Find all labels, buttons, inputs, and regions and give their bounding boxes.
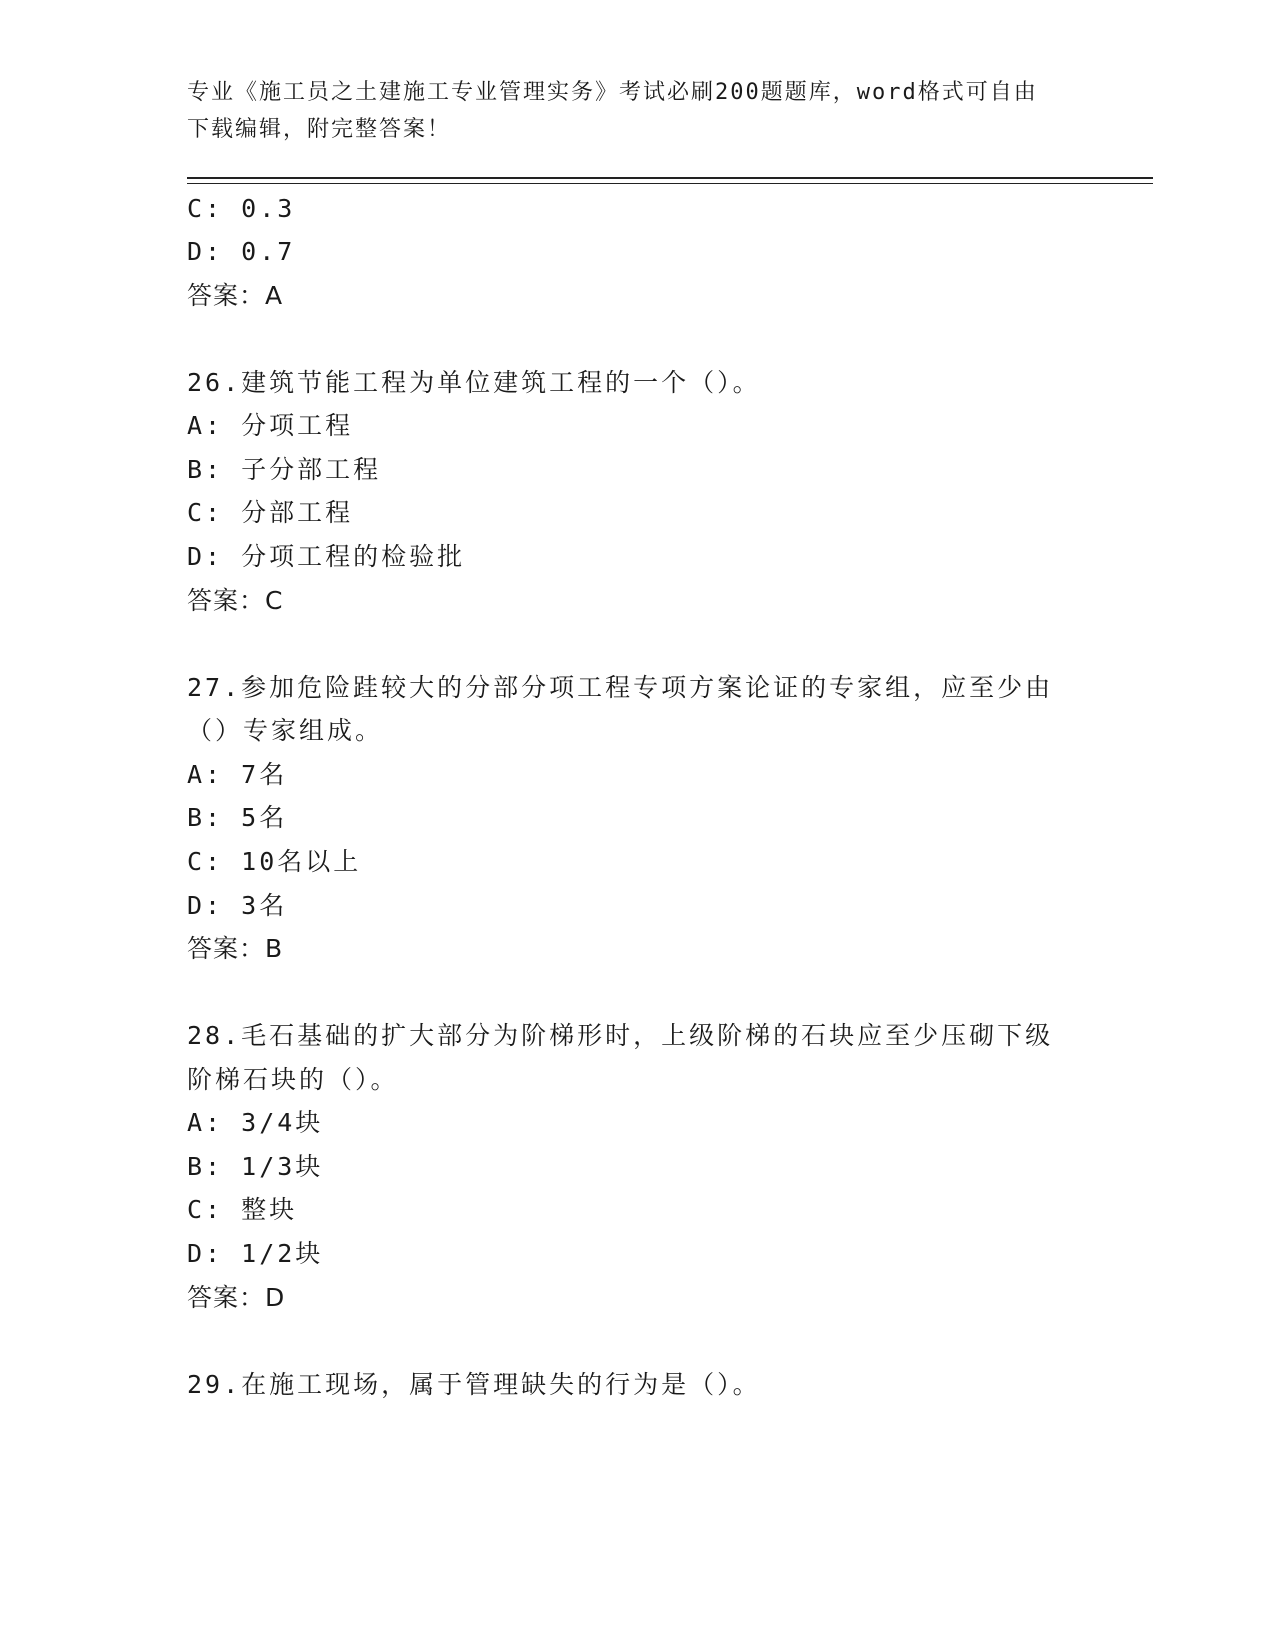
q27-answer: 答案：B [187, 934, 284, 963]
header-line-2: 下载编辑，附完整答案！ [187, 117, 452, 142]
q27-option-b: B: 5名 [187, 803, 288, 832]
q26-stem: 26.建筑节能工程为单位建筑工程的一个（）。 [187, 368, 761, 397]
header-divider-thin [187, 183, 1153, 184]
q28-option-d: D: 1/2块 [187, 1239, 324, 1268]
q28-answer: 答案：D [187, 1283, 286, 1312]
q28-stem-line-2: 阶梯石块的（）。 [187, 1065, 399, 1094]
q27-option-a: A: 7名 [187, 760, 288, 789]
q28-option-c: C: 整块 [187, 1195, 298, 1224]
header-divider-thick [187, 177, 1153, 179]
q26-answer: 答案：C [187, 586, 284, 615]
q26-option-c: C: 分部工程 [187, 498, 354, 527]
q29-stem: 29.在施工现场，属于管理缺失的行为是（）。 [187, 1370, 761, 1399]
q25-answer: 答案：A [187, 281, 284, 310]
q27-stem-line-2: （）专家组成。 [187, 716, 384, 745]
q27-option-c: C: 10名以上 [187, 847, 362, 876]
q27-stem-line-1: 27.参加危险跬较大的分部分项工程专项方案论证的专家组，应至少由 [187, 673, 1054, 702]
q26-option-a: A: 分项工程 [187, 411, 354, 440]
q28-option-b: B: 1/3块 [187, 1152, 324, 1181]
q25-option-c: C: 0.3 [187, 194, 296, 223]
q26-option-d: D: 分项工程的检验批 [187, 542, 466, 571]
header-line-1: 专业《施工员之土建施工专业管理实务》考试必刷200题题库，word格式可自由 [187, 80, 1038, 105]
q28-option-a: A: 3/4块 [187, 1108, 324, 1137]
document-header [187, 74, 1067, 148]
q28-stem-line-1: 28.毛石基础的扩大部分为阶梯形时，上级阶梯的石块应至少压砌下级 [187, 1021, 1054, 1050]
q25-option-d: D: 0.7 [187, 237, 296, 266]
q26-option-b: B: 子分部工程 [187, 455, 382, 484]
q27-option-d: D: 3名 [187, 891, 288, 920]
